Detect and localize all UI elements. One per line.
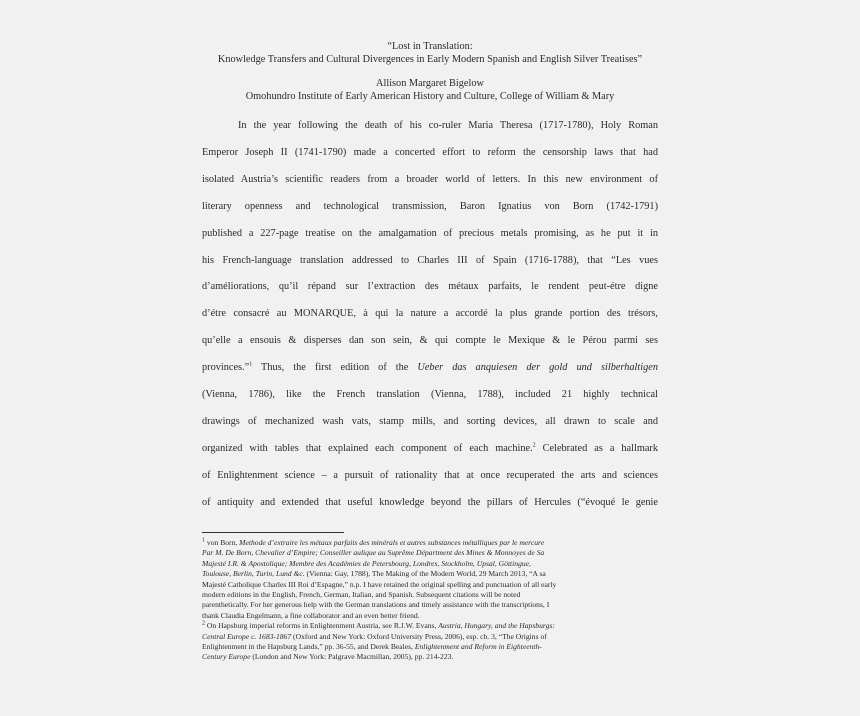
footnote-2-line xyxy=(202,621,658,631)
book-title-italic: Ueber das anquiesen der gold und silberhaltigen xyxy=(417,362,658,374)
body-paragraph xyxy=(202,113,658,517)
title-line-1: “Lost in Translation: xyxy=(387,41,473,52)
footnote-number: 1 xyxy=(202,537,205,544)
footnote-1-line xyxy=(202,569,658,579)
footnote-divider xyxy=(202,532,344,533)
body-text-segment: Celebrated as a hallmark xyxy=(535,442,658,454)
footnote-ref-1[interactable]: 1 xyxy=(249,361,253,368)
footnote-ref-2[interactable]: 2 xyxy=(532,442,536,449)
footnote-1-line xyxy=(202,548,658,558)
body-line: his French-language translation addressed to Charles III of Spain (1716-1788), that “Les vues xyxy=(202,254,658,266)
body-line: In the year following the death of his co-ruler Maria Theresa (1717-1780), Holy Roman xyxy=(238,120,658,131)
body-line: qu’elle a ensouis & disperses dan son sein, & qui compte le Mexique & le Pérou parmi ses xyxy=(202,335,658,347)
footnote-italic: Majesté I.R. & Apostolique; Membre des Académies de Petersbourg, Londres, Stockholm, Upsal, Göttingue, xyxy=(202,558,531,568)
footnote-text: (London and New York: Palgrave Macmillan, 2005), pp. 214-223. xyxy=(250,652,454,662)
body-line: isolated Austria’s scientific readers from a broader world of letters. In this new environment of xyxy=(202,173,658,185)
footnote-2-line xyxy=(202,652,658,662)
footnote-number: 2 xyxy=(202,620,205,627)
title-block xyxy=(150,40,710,66)
body-text-segment: Thus, the first edition of the xyxy=(252,362,418,374)
footnote-italic: Par M. De Born, Chevalier d’Empire; Conseiller aulique au Suprême Départment des Mines & Monnoyes de Sa xyxy=(202,548,545,558)
body-line xyxy=(202,355,658,382)
footnote-1-line xyxy=(202,559,658,569)
footnote-1-line: parenthetically. For her generous help with the German translations and timely assistance with the transcriptions, I xyxy=(202,600,550,610)
body-text-segment: organized with tables that explained each component of each machine. xyxy=(202,442,533,454)
footnote-1-line: thank Claudia Engelmann, a fine collaborator and an even better friend. xyxy=(202,610,420,620)
footnote-italic: Austria, Hungary, and the Hapsburgs: xyxy=(438,621,555,631)
body-line: Emperor Joseph II (1741-1790) made a concerted effort to reform the censorship laws that had xyxy=(202,146,658,158)
body-text-segment: provinces.” xyxy=(202,362,250,374)
footnote-text: (Oxford and New York: Oxford University Press, 2006), esp. ch. 3, “The Origins of xyxy=(291,631,547,641)
footnote-1-line: Majesté Catholique Charles III Roi d’Espagne,” n.p. I have retained the original spelling and punctuation of all early xyxy=(202,579,557,589)
footnote-italic: Toulouse, Berlin, Turin, Lund &c. xyxy=(202,569,305,579)
author-affiliation: Omohundro Institute of Early American History and Culture, College of William & Mary xyxy=(245,91,615,102)
author-name: Allison Margaret Bigelow xyxy=(376,78,484,89)
footnote-text: Enlightenment in the Hapsburg Lands,” pp. 36-55, and Derek Beales, xyxy=(202,642,415,652)
footnote-italic: Enlightenment and Reform in Eighteenth- xyxy=(414,642,542,652)
footnote-italic: Methode d’extraire les métaux parfaits des minérals et autres substances métalliques par le mercure xyxy=(239,538,545,547)
body-line: of Enlightenment science – a pursuit of rationality that at once recuperated the arts and sciences xyxy=(202,469,658,481)
footnote-2-line xyxy=(202,632,658,642)
body-line: of antiquity and extended that useful knowledge beyond the pillars of Hercules (“évoqué le genie xyxy=(202,496,658,508)
footnote-1-line: modern editions in the English, French, German, Italian, and Spanish. Subsequent citations will be noted xyxy=(202,590,521,600)
body-line: d’améliorations, qu’il répand sur l’extraction des métaux parfaits, le rendent peut-étre digne xyxy=(202,281,658,293)
footnote-1-line xyxy=(202,538,658,548)
footnote-text: (Vienna: Gay, 1788), The Making of the Modern World, 29 March 2013, “A sa xyxy=(304,569,546,579)
body-line: d’étre consacré au MONARQUE, à qui la nature a accordé la plus grande portion des trésors, xyxy=(202,308,658,320)
footnote-2-line xyxy=(202,642,658,652)
body-line: (Vienna, 1786), like the French translation (Vienna, 1788), included 21 highly technical xyxy=(202,389,658,401)
body-line: literary openness and technological transmission, Baron Ignatius von Born (1742-1791) xyxy=(202,200,658,212)
title-line-2: Knowledge Transfers and Cultural Divergences in Early Modern Spanish and English Silver Treatises” xyxy=(217,54,643,65)
footnote-text: On Hapsburg imperial reforms in Enlightenment Austria, see R.J.W. Evans, xyxy=(205,621,439,631)
body-line: published a 227-page treatise on the amalgamation of precious metals promising, as he put it in xyxy=(202,227,658,239)
author-block xyxy=(150,77,710,103)
footnote-text: von Born, xyxy=(205,538,240,547)
body-line xyxy=(202,436,658,463)
footnotes xyxy=(202,538,658,663)
body-line: drawings of mechanized wash vats, stamp mills, and sorting devices, all drawn to scale and xyxy=(202,415,658,427)
footnote-italic: Century Europe xyxy=(202,652,251,662)
footnote-italic: Central Europe c. 1683-1867 xyxy=(202,631,292,641)
